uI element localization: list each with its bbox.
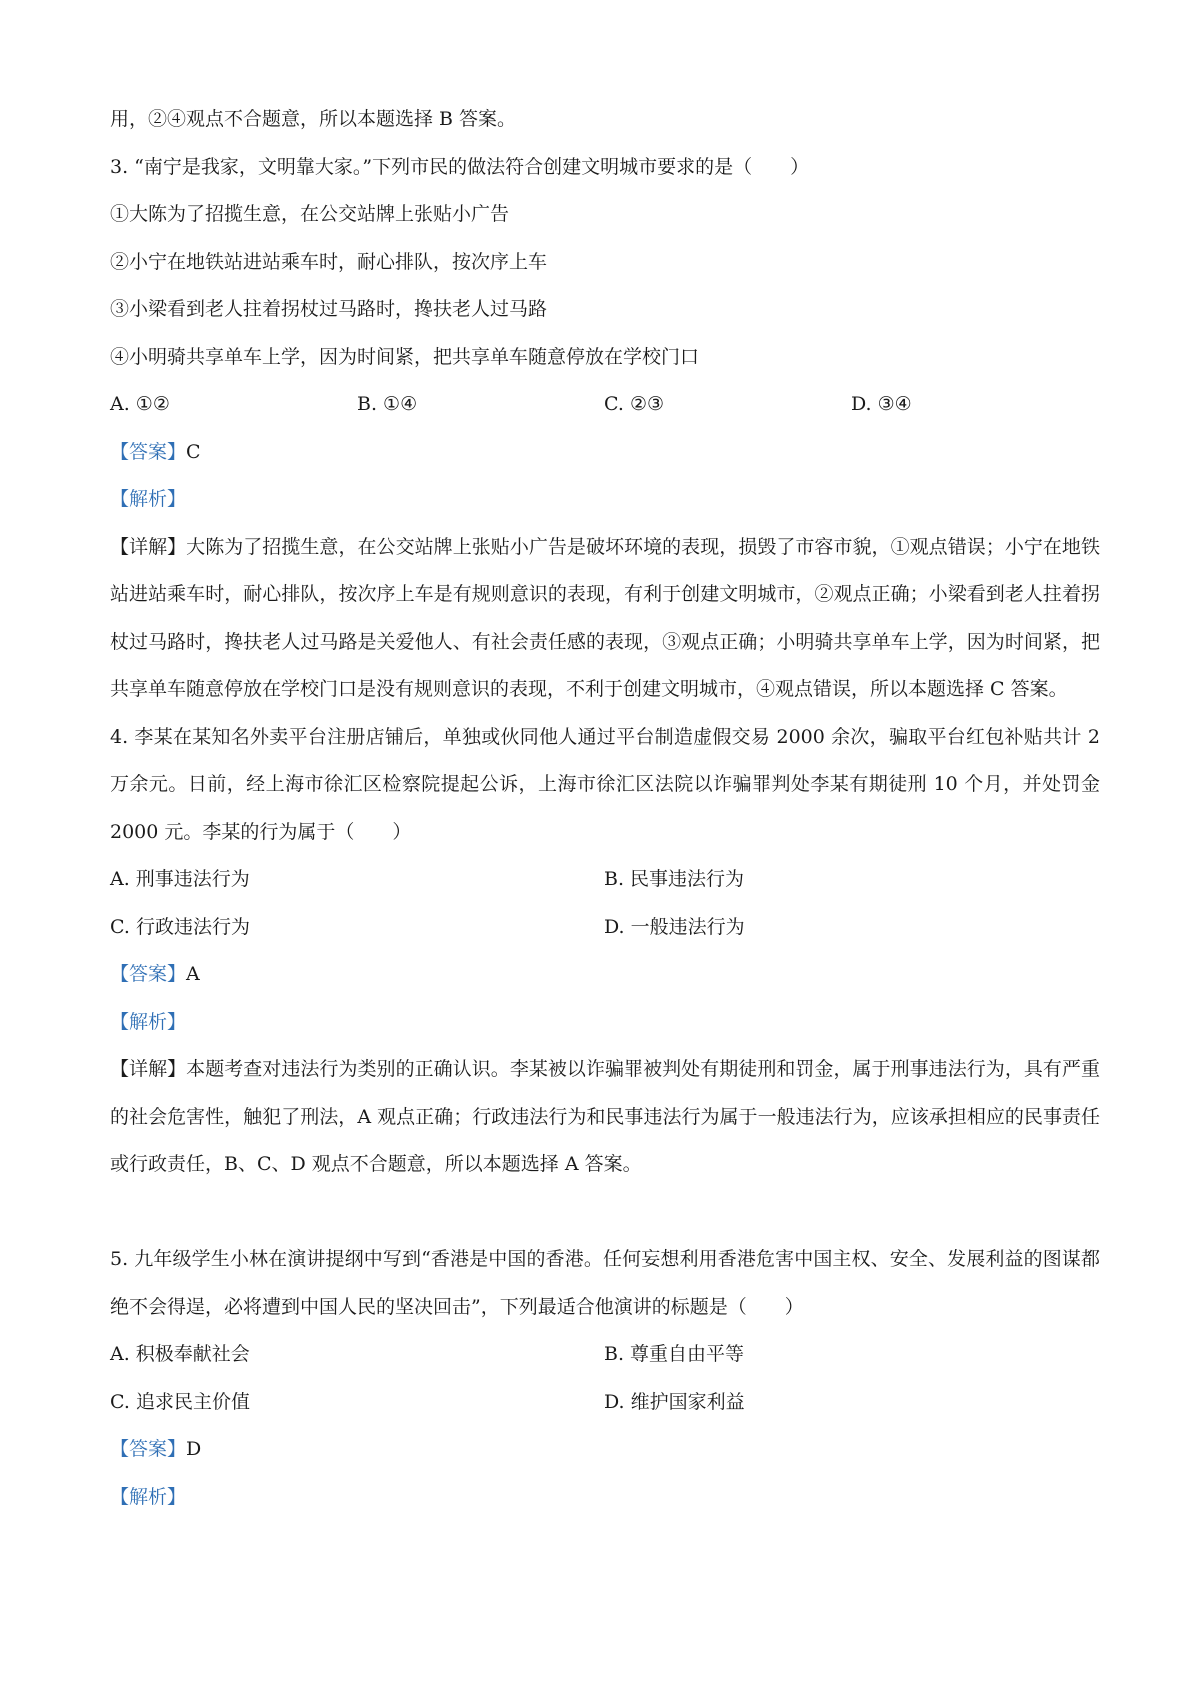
analysis-tag: 【解析】 [110, 1485, 187, 1508]
q3-option-c: C. ②③ [604, 393, 665, 415]
q5-option-c: C. 追求民主价值 [110, 1390, 250, 1413]
q3-item-3: ③小梁看到老人拄着拐杖过马路时，搀扶老人过马路 [110, 298, 548, 320]
q4-option-b: B. 民事违法行为 [604, 868, 745, 890]
q4-answer [110, 951, 1100, 999]
q5-options-row-1 [110, 1331, 1100, 1379]
q4-answer-value: A [186, 963, 200, 985]
q5-option-d: D. 维护国家利益 [604, 1390, 745, 1413]
q4-options-row-2 [110, 904, 1100, 952]
q4-option-c: C. 行政违法行为 [110, 915, 250, 938]
analysis-tag: 【解析】 [110, 1010, 187, 1033]
detail-tag: 【详解】 [110, 1058, 187, 1080]
q4-analysis [110, 999, 1100, 1047]
q3-stem: 3. “南宁是我家，文明靠大家。”下列市民的做法符合创建文明城市要求的是（ ） [110, 155, 810, 178]
q5-options-row-2 [110, 1379, 1100, 1427]
q5-answer-value: D [186, 1438, 202, 1460]
answer-tag: 【答案】 [110, 1438, 187, 1460]
q4-option-a: A. 刑事违法行为 [110, 868, 250, 890]
q3-answer-value: C [186, 440, 201, 463]
q5-analysis [110, 1474, 1100, 1522]
q3-detail-text: 大陈为了招揽生意，在公交站牌上张贴小广告是破坏环境的表现，损毁了市容市貌，①观点错误；小宁在地铁站进站乘车时，耐心排队，按次序上车是有规则意识的表现，有利于创建文明城市，②观点正确；小梁看到老人拄着拐杖过马路时，搀扶老人过马路是关爱他人、有社会责任感的表现，③观点正确；小明骑共享单车上学，因为时间紧，把共享单车随意停放在学校门口是没有规则意识的表现，不利于创建文明城市，④观点错误，所以本题选择 C 答案。 [110, 535, 1100, 700]
q5-option-a: A. 积极奉献社会 [110, 1343, 250, 1365]
q5-answer [110, 1426, 1100, 1474]
detail-tag: 【详解】 [110, 535, 187, 558]
q3-item-4: ④小明骑共享单车上学，因为时间紧，把共享单车随意停放在学校门口 [110, 345, 700, 368]
q4-detail-text: 本题考查对违法行为类别的正确认识。李某被以诈骗罪被判处有期徒刑和罚金，属于刑事违法行为，具有严重的社会危害性，触犯了刑法，A 观点正确；行政违法行为和民事违法行为属于一般违法行为，应该承担相应的民事责任或行政责任，B、C、D 观点不合题意，所以本题选择 A 答案。 [110, 1058, 1100, 1175]
spacer [110, 1189, 1100, 1237]
q3-analysis [110, 476, 1100, 524]
q3-options [110, 381, 1100, 429]
q3-option-d: D. ③④ [851, 393, 912, 415]
q4-stem: 4. 李某在某知名外卖平台注册店铺后，单独或伙同他人通过平台制造虚假交易 2000 余次，骗取平台红包补贴共计 2 万余元。日前，经上海市徐汇区检察院提起公诉，上海市徐汇区法院以诈骗罪判处李某有期徒刑 10 个月，并处罚金 2000 元。李某的行为属于（ ） [110, 725, 1100, 843]
q3-answer [110, 429, 1100, 477]
q3-detail [110, 524, 1100, 714]
q3-option-a: A. ①② [110, 393, 170, 415]
answer-tag: 【答案】 [110, 440, 187, 463]
q4-detail [110, 1046, 1100, 1189]
answer-tag: 【答案】 [110, 963, 187, 985]
q5-option-b: B. 尊重自由平等 [604, 1343, 745, 1365]
q5-stem: 5. 九年级学生小林在演讲提纲中写到“香港是中国的香港。任何妄想利用香港危害中国主权、安全、发展利益的图谋都绝不会得逞，必将遭到中国人民的坚决回击”，下列最适合他演讲的标题是（ ） [110, 1248, 1100, 1318]
analysis-tag: 【解析】 [110, 488, 187, 510]
q3-item-1: ①大陈为了招揽生意，在公交站牌上张贴小广告 [110, 203, 510, 225]
q3-item-2: ②小宁在地铁站进站乘车时，耐心排队，按次序上车 [110, 250, 548, 273]
q4-option-d: D. 一般违法行为 [604, 915, 745, 938]
previous-analysis-tail: 用，②④观点不合题意，所以本题选择 B 答案。 [110, 108, 517, 130]
q3-option-b: B. ①④ [357, 393, 418, 415]
document-page [110, 96, 1100, 1521]
q4-options-row-1 [110, 856, 1100, 904]
